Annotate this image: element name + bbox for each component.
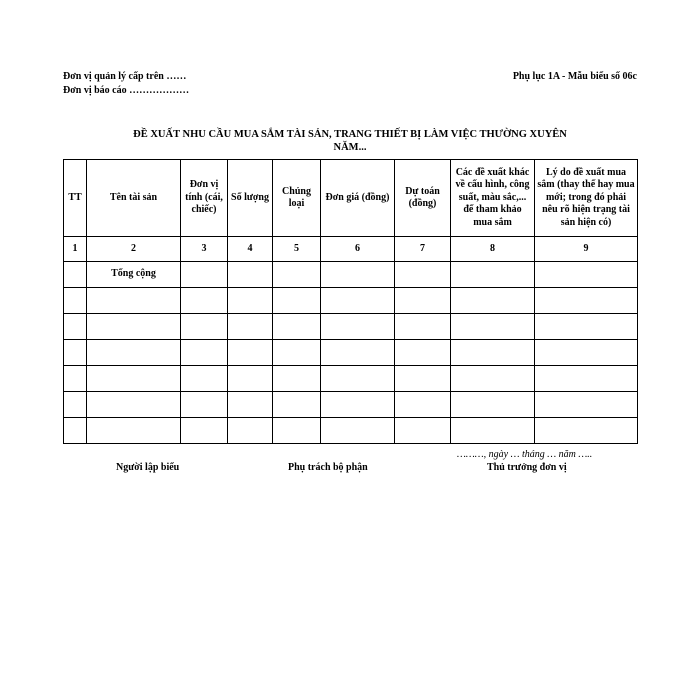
column-number-row [64, 237, 638, 262]
table-cell[interactable] [181, 418, 228, 444]
table-cell[interactable] [451, 314, 535, 340]
table-cell[interactable] [181, 340, 228, 366]
table-cell[interactable] [273, 418, 321, 444]
table-cell[interactable] [64, 314, 87, 340]
table-cell[interactable] [395, 418, 451, 444]
column-number: 4 [228, 237, 273, 262]
table-row [64, 418, 638, 444]
table-cell[interactable] [451, 262, 535, 288]
table-cell[interactable] [64, 418, 87, 444]
superior-unit-label: Đơn vị quản lý cấp trên …… [63, 71, 187, 82]
table-cell[interactable] [395, 262, 451, 288]
title-line-1: ĐỀ XUẤT NHU CẦU MUA SẮM TÀI SẢN, TRANG THIẾT BỊ LÀM VIỆC THƯỜNG XUYÊN [133, 129, 567, 140]
column-header: Các đề xuất khác về cấu hình, công suất, màu sắc,... để tham khảo mua sắm [451, 160, 535, 237]
table-cell[interactable] [228, 366, 273, 392]
column-number: 3 [181, 237, 228, 262]
table-cell[interactable] [64, 340, 87, 366]
appendix-label: Phụ lục 1A - Mẫu biểu số 06c [512, 71, 637, 82]
table-row [64, 366, 638, 392]
column-header: Số lượng [228, 160, 273, 237]
table-cell[interactable] [228, 392, 273, 418]
table-cell[interactable] [321, 418, 395, 444]
header-left [63, 70, 189, 98]
table-cell[interactable] [181, 288, 228, 314]
table-row [64, 288, 638, 314]
table-cell[interactable] [181, 262, 228, 288]
table-cell[interactable] [395, 314, 451, 340]
table-cell[interactable] [395, 288, 451, 314]
table-cell[interactable] [535, 288, 638, 314]
title-line-2: NĂM... [333, 142, 367, 153]
column-number: 1 [64, 237, 87, 262]
column-header: TT [64, 160, 87, 237]
table-cell[interactable] [321, 340, 395, 366]
table-cell[interactable] [321, 314, 395, 340]
table-cell[interactable] [273, 288, 321, 314]
table-cell[interactable] [273, 262, 321, 288]
table-cell[interactable] [535, 340, 638, 366]
table-row [64, 314, 638, 340]
table-row [64, 392, 638, 418]
table-cell[interactable] [451, 366, 535, 392]
table-cell[interactable] [228, 340, 273, 366]
table-cell[interactable] [395, 340, 451, 366]
table-cell[interactable] [451, 392, 535, 418]
column-header: Đơn giá (đồng) [321, 160, 395, 237]
table-cell[interactable] [64, 366, 87, 392]
table-cell[interactable] [321, 366, 395, 392]
table-cell[interactable] [228, 314, 273, 340]
department-head-signature-label: Phụ trách bộ phận [288, 462, 368, 473]
column-number: 5 [273, 237, 321, 262]
table-cell[interactable] [273, 340, 321, 366]
table-cell[interactable] [535, 314, 638, 340]
column-header: Dự toán (đồng) [395, 160, 451, 237]
table-cell[interactable] [87, 392, 181, 418]
total-label: Tổng cộng [87, 262, 181, 288]
preparer-signature-label: Người lập biểu [116, 462, 180, 473]
table-cell[interactable] [451, 288, 535, 314]
table-cell[interactable] [535, 418, 638, 444]
table-cell[interactable] [451, 418, 535, 444]
column-number: 8 [451, 237, 535, 262]
table-cell[interactable] [321, 262, 395, 288]
table-cell[interactable] [273, 314, 321, 340]
column-header: Chủng loại [273, 160, 321, 237]
column-header: Đơn vị tính (cái, chiếc) [181, 160, 228, 237]
total-row [64, 262, 638, 288]
table-cell[interactable] [535, 262, 638, 288]
table-cell[interactable] [181, 366, 228, 392]
asset-request-table [63, 159, 638, 444]
table-cell[interactable] [181, 314, 228, 340]
table-cell[interactable] [395, 392, 451, 418]
table-cell[interactable] [64, 288, 87, 314]
column-number: 7 [395, 237, 451, 262]
table-cell[interactable] [395, 366, 451, 392]
column-header: Tên tài sản [87, 160, 181, 237]
table-cell[interactable] [87, 288, 181, 314]
table-cell[interactable] [181, 392, 228, 418]
table-cell[interactable] [87, 418, 181, 444]
table-cell[interactable] [321, 288, 395, 314]
table-cell[interactable] [535, 392, 638, 418]
table-cell[interactable] [87, 340, 181, 366]
table-cell[interactable] [87, 366, 181, 392]
column-header: Lý do đề xuất mua sắm (thay thế hay mua mới; trong đó phải nêu rõ hiện trạng tài sản hiện có) [535, 160, 638, 237]
unit-head-signature-label: Thủ trưởng đơn vị [487, 462, 567, 473]
column-number: 2 [87, 237, 181, 262]
table-cell[interactable] [64, 392, 87, 418]
table-cell[interactable] [273, 392, 321, 418]
date-line: ………, ngày … tháng … năm ….. [457, 449, 593, 460]
table-cell[interactable] [535, 366, 638, 392]
table-cell[interactable] [321, 392, 395, 418]
table-cell[interactable] [228, 262, 273, 288]
column-number: 9 [535, 237, 638, 262]
table-cell[interactable] [87, 314, 181, 340]
table-cell[interactable] [451, 340, 535, 366]
table-cell[interactable] [64, 262, 87, 288]
table-header-row [64, 160, 638, 237]
document-title [63, 128, 637, 154]
table-cell[interactable] [228, 288, 273, 314]
table-cell[interactable] [273, 366, 321, 392]
table-cell[interactable] [228, 418, 273, 444]
table-row [64, 340, 638, 366]
reporting-unit-label: Đơn vị báo cáo ……………… [63, 85, 190, 96]
column-number: 6 [321, 237, 395, 262]
